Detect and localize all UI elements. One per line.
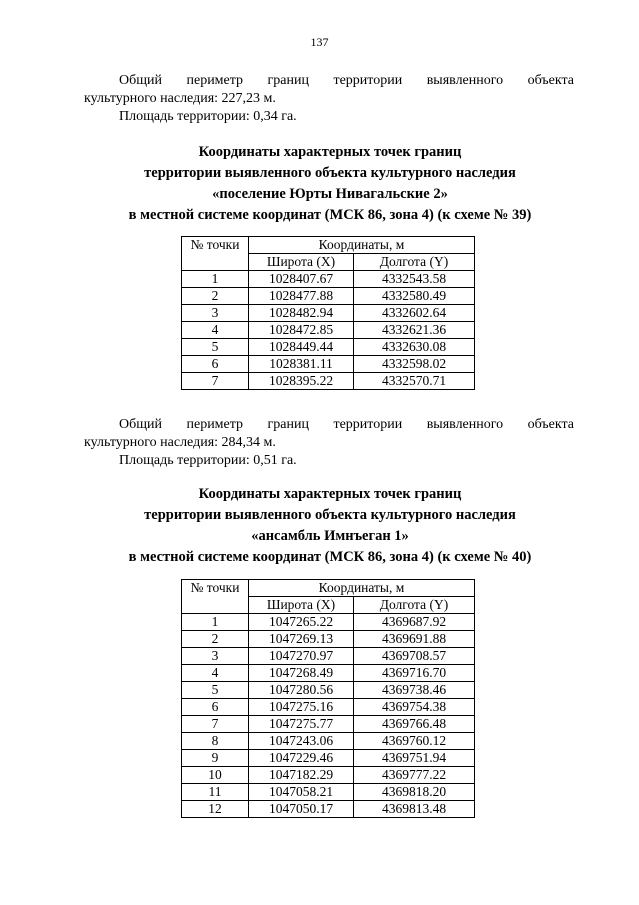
longitude-cell: 4369716.70 — [354, 665, 475, 682]
section1-text — [84, 72, 574, 126]
longitude-cell: 4369766.48 — [354, 716, 475, 733]
longitude-cell: 4332543.58 — [354, 271, 475, 288]
word: выявленного — [426, 73, 504, 88]
longitude-cell: 4369691.88 — [354, 631, 475, 648]
latitude-cell: 1028381.11 — [249, 356, 354, 373]
latitude-cell: 1028395.22 — [249, 373, 354, 390]
longitude-cell: 4369708.57 — [354, 648, 475, 665]
header-coordinates: Координаты, м — [249, 580, 475, 597]
point-number-cell: 1 — [182, 614, 249, 631]
longitude-cell: 4369754.38 — [354, 699, 475, 716]
latitude-cell: 1047280.56 — [249, 682, 354, 699]
latitude-cell: 1028482.94 — [249, 305, 354, 322]
perimeter-line-2: культурного наследия: 227,23 м. — [84, 91, 276, 106]
point-number-cell: 7 — [182, 716, 249, 733]
word: границ — [267, 417, 309, 432]
longitude-cell: 4369751.94 — [354, 750, 475, 767]
latitude-cell: 1047229.46 — [249, 750, 354, 767]
table-row — [182, 682, 475, 699]
point-number-cell: 2 — [182, 288, 249, 305]
point-number-cell: 4 — [182, 665, 249, 682]
point-number-cell: 3 — [182, 305, 249, 322]
point-number-cell: 4 — [182, 322, 249, 339]
perimeter-line-2: культурного наследия: 284,34 м. — [84, 435, 276, 450]
table-row — [182, 305, 475, 322]
table-row — [182, 733, 475, 750]
longitude-cell: 4332602.64 — [354, 305, 475, 322]
table-row — [182, 631, 475, 648]
word: границ — [267, 73, 309, 88]
coordinates-table-2 — [181, 579, 475, 818]
word: объекта — [527, 73, 574, 88]
longitude-cell: 4332570.71 — [354, 373, 475, 390]
table-row — [182, 784, 475, 801]
page-number: 137 — [310, 35, 329, 49]
latitude-cell: 1047265.22 — [249, 614, 354, 631]
longitude-cell: 4369687.92 — [354, 614, 475, 631]
latitude-cell: 1047275.16 — [249, 699, 354, 716]
point-number-cell: 6 — [182, 356, 249, 373]
area-line: Площадь территории: 0,51 га. — [119, 453, 297, 468]
word: выявленного — [426, 417, 504, 432]
table-row — [182, 716, 475, 733]
word: периметр — [186, 73, 244, 88]
point-number-cell: 9 — [182, 750, 249, 767]
table-row — [182, 373, 475, 390]
section2-text — [84, 416, 574, 470]
point-number-cell: 5 — [182, 682, 249, 699]
table-row — [182, 767, 475, 784]
header-longitude: Долгота (Y) — [354, 254, 475, 271]
table-row — [182, 665, 475, 682]
table-row — [182, 801, 475, 818]
heading-line: «ансамбль Имнъеган 1» — [251, 528, 409, 544]
latitude-cell: 1047050.17 — [249, 801, 354, 818]
point-number-cell: 10 — [182, 767, 249, 784]
word: территории — [333, 73, 403, 88]
latitude-cell: 1028449.44 — [249, 339, 354, 356]
heading-line: территории выявленного объекта культурного наследия — [144, 507, 516, 523]
table2-heading — [60, 484, 600, 568]
table-row — [182, 339, 475, 356]
latitude-cell: 1047275.77 — [249, 716, 354, 733]
heading-line: территории выявленного объекта культурного наследия — [144, 165, 516, 181]
table-row — [182, 750, 475, 767]
coordinates-table-1 — [181, 236, 475, 390]
table-row — [182, 699, 475, 716]
longitude-cell: 4332598.02 — [354, 356, 475, 373]
perimeter-line-1 — [84, 416, 574, 434]
header-latitude: Широта (X) — [249, 254, 354, 271]
table-row — [182, 356, 475, 373]
point-number-cell: 2 — [182, 631, 249, 648]
table-row — [182, 288, 475, 305]
longitude-cell: 4332621.36 — [354, 322, 475, 339]
point-number-cell: 5 — [182, 339, 249, 356]
longitude-cell: 4369818.20 — [354, 784, 475, 801]
table-row — [182, 648, 475, 665]
longitude-cell: 4332580.49 — [354, 288, 475, 305]
word: объекта — [527, 417, 574, 432]
word: территории — [333, 417, 403, 432]
point-number-cell: 6 — [182, 699, 249, 716]
header-longitude: Долгота (Y) — [354, 597, 475, 614]
header-point: № точки — [182, 237, 249, 271]
word: Общий — [119, 417, 162, 432]
area-line: Площадь территории: 0,34 га. — [119, 109, 297, 124]
heading-line: Координаты характерных точек границ — [198, 144, 462, 160]
table-row — [182, 614, 475, 631]
table-row — [182, 322, 475, 339]
table1-heading — [60, 142, 600, 226]
header-latitude: Широта (X) — [249, 597, 354, 614]
point-number-cell: 11 — [182, 784, 249, 801]
latitude-cell: 1028407.67 — [249, 271, 354, 288]
latitude-cell: 1047270.97 — [249, 648, 354, 665]
longitude-cell: 4369813.48 — [354, 801, 475, 818]
latitude-cell: 1047182.29 — [249, 767, 354, 784]
point-number-cell: 3 — [182, 648, 249, 665]
latitude-cell: 1047058.21 — [249, 784, 354, 801]
longitude-cell: 4369738.46 — [354, 682, 475, 699]
latitude-cell: 1047268.49 — [249, 665, 354, 682]
latitude-cell: 1047269.13 — [249, 631, 354, 648]
word: Общий — [119, 73, 162, 88]
longitude-cell: 4369760.12 — [354, 733, 475, 750]
point-number-cell: 1 — [182, 271, 249, 288]
longitude-cell: 4332630.08 — [354, 339, 475, 356]
word: периметр — [186, 417, 244, 432]
latitude-cell: 1028477.88 — [249, 288, 354, 305]
perimeter-line-1 — [84, 72, 574, 90]
point-number-cell: 12 — [182, 801, 249, 818]
latitude-cell: 1047243.06 — [249, 733, 354, 750]
header-coordinates: Координаты, м — [249, 237, 475, 254]
heading-line: в местной системе координат (МСК 86, зона 4) (к схеме № 39) — [128, 207, 532, 223]
heading-line: Координаты характерных точек границ — [198, 486, 462, 502]
latitude-cell: 1028472.85 — [249, 322, 354, 339]
heading-line: в местной системе координат (МСК 86, зона 4) (к схеме № 40) — [128, 549, 532, 565]
header-point: № точки — [182, 580, 249, 614]
heading-line: «поселение Юрты Нивагальские 2» — [212, 186, 448, 202]
point-number-cell: 8 — [182, 733, 249, 750]
longitude-cell: 4369777.22 — [354, 767, 475, 784]
table-row — [182, 271, 475, 288]
point-number-cell: 7 — [182, 373, 249, 390]
